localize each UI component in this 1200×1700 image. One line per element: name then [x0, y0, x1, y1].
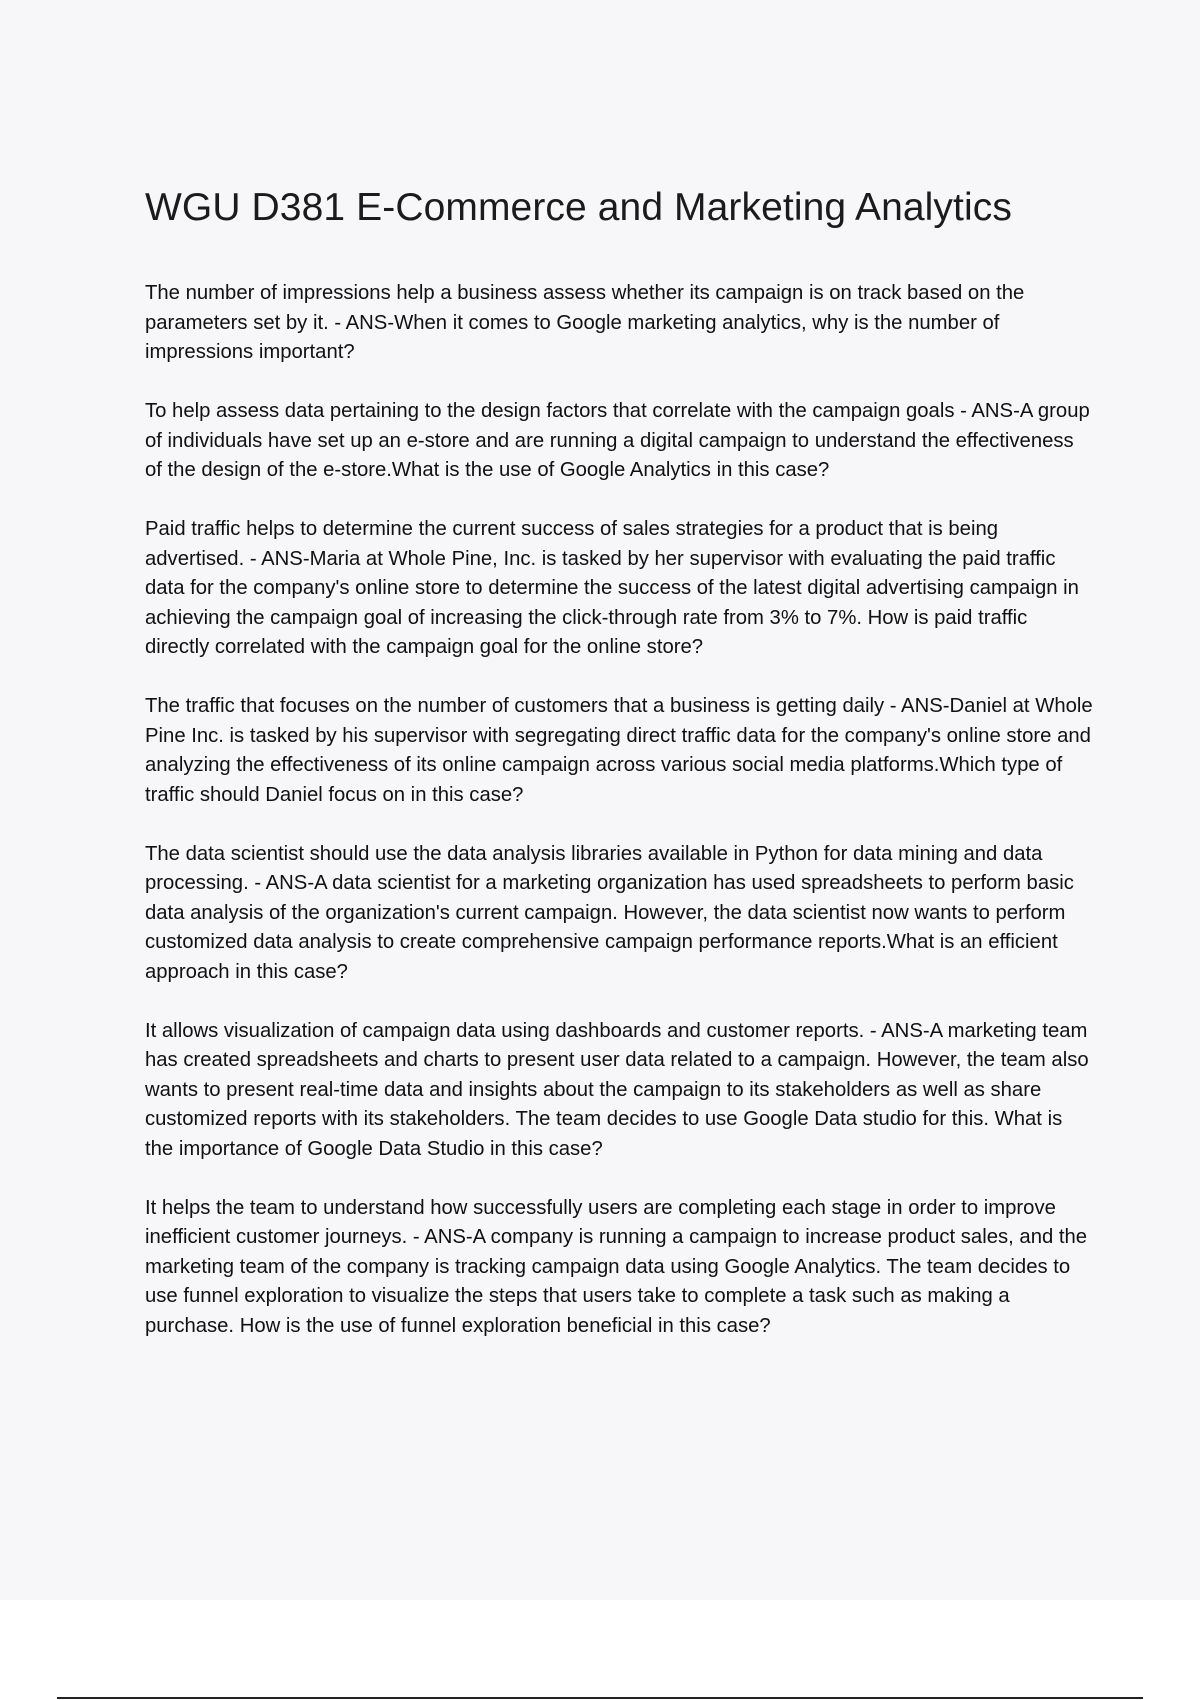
qa-list	[145, 279, 1095, 1371]
qa-item-6: It allows visualization of campaign data using dashboards and customer reports. - ANS-A marketing team has created spreadsheets and charts to present user data related to a campaign. However, the team also wants to present real-time data and insights about the campaign to its stakeholders as well as share customized reports with its stakeholders. The team decides to use Google Data studio for this. What is the importance of Google Data Studio in this case?	[145, 1019, 1089, 1160]
bottom-divider	[57, 1697, 1143, 1699]
qa-item-4: The traffic that focuses on the number of customers that a business is getting daily - ANS-Daniel at Whole Pine Inc. is tasked by his supervisor with segregating direct traffic data for the company's online store and analyzing the effectiveness of its online campaign across various social media platforms.Which type of traffic should Daniel focus on in this case?	[145, 695, 1093, 806]
qa-item-2: To help assess data pertaining to the design factors that correlate with the campaign goals - ANS-A group of individuals have set up an e-store and are running a digital campaign to understand the effectiveness of the design of the e-store.What is the use of Google Analytics in this case?	[145, 400, 1090, 481]
qa-item-3: Paid traffic helps to determine the current success of sales strategies for a product that is being advertised. - ANS-Maria at Whole Pine, Inc. is tasked by her supervisor with evaluating the paid traffic data for the company's online store to determine the success of the latest digital advertising campaign in achieving the campaign goal of increasing the click-through rate from 3% to 7%. How is paid traffic directly correlated with the campaign goal for the online store?	[145, 518, 1079, 658]
qa-item-7: It helps the team to understand how successfully users are completing each stage in order to improve inefficient customer journeys. - ANS-A company is running a campaign to increase product sales, and the marketing team of the company is tracking campaign data using Google Analytics. The team decides to use funnel exploration to visualize the steps that users take to complete a task such as making a purchase. How is the use of funnel exploration beneficial in this case?	[145, 1196, 1088, 1337]
qa-item-1: The number of impressions help a business assess whether its campaign is on track based on the parameters set by it. - ANS-When it comes to Google marketing analytics, why is the number of impressions important?	[145, 282, 1025, 363]
document-title: WGU D381 E-Commerce and Marketing Analytics	[145, 186, 1012, 229]
qa-item-5: The data scientist should use the data analysis libraries available in Python for data mining and data processing. - ANS-A data scientist for a marketing organization has used spreadsheets to perform basic data analysis of the organization's current campaign. However, the data scientist now wants to perform customized data analysis to create comprehensive campaign performance reports.What is an efficient approach in this case?	[145, 842, 1074, 983]
